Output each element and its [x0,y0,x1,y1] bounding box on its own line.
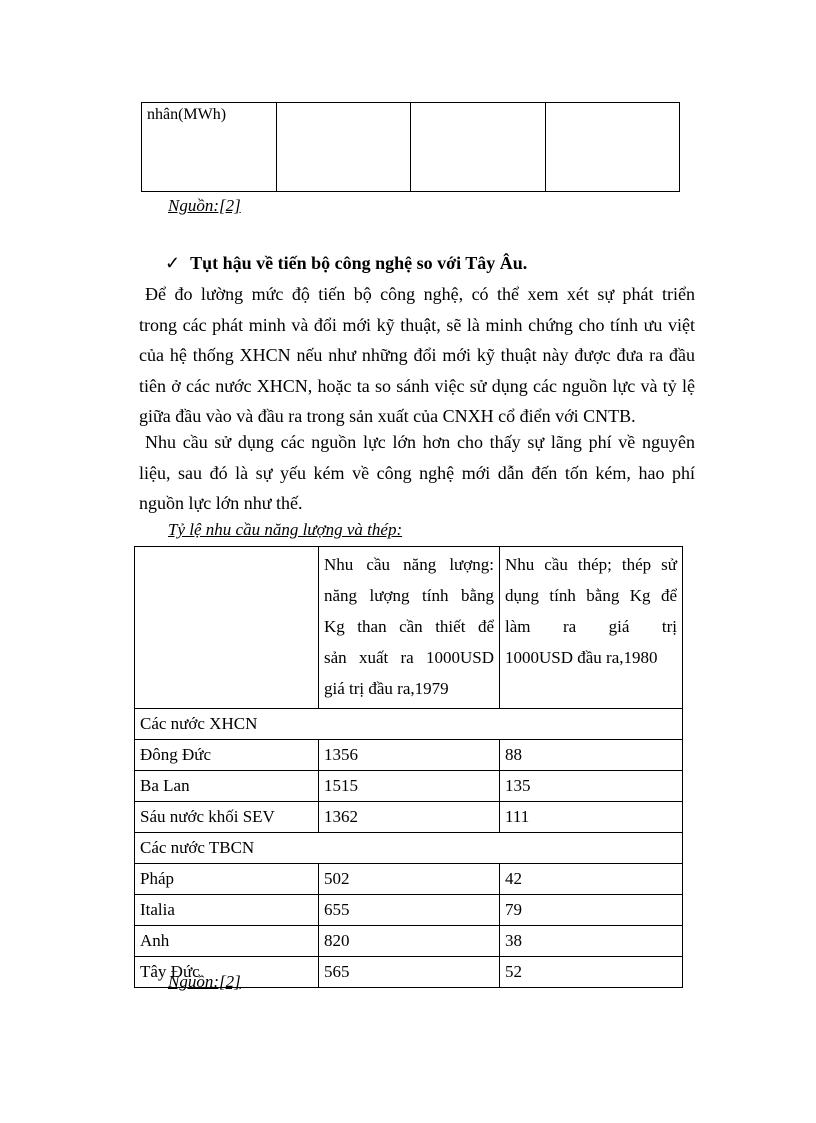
country-cell: Ba Lan [135,771,319,802]
table-row [135,771,683,802]
header-line: giá trị đầu ra,1979 [324,679,449,698]
table-caption: Tỷ lệ nhu cầu năng lượng và thép: [168,520,403,539]
source-note: Nguồn:[2] [168,972,241,991]
paragraph-line: nguồn lực lớn như thế. [139,493,303,513]
section-heading-text: Tụt hậu về tiến bộ công nghệ so với Tây Âu. [190,253,528,273]
group-label: Các nước XHCN [135,709,683,740]
country-cell: Tây Đức [135,957,319,988]
energy-cell: 655 [319,895,500,926]
paragraph-line: của hệ thống XHCN nếu như những đổi mới kỹ thuật này được đưa ra đầu [139,345,695,365]
header-line: năng lượng tính bằng [324,586,494,605]
paragraph-line: Nhu cầu sử dụng các nguồn lực lớn hơn cho thấy sự lãng phí về nguyên [145,432,695,452]
header-line: sản xuất ra 1000USD [324,648,494,667]
steel-cell: 79 [500,895,683,926]
section-heading [165,253,527,274]
table-cell [546,103,680,192]
table-header-row [135,547,683,709]
table-header-cell [500,547,683,709]
paragraph-line: tiên ở các nước XHCN, hoặc ta so sánh việc sử dụng các nguồn lực và tỷ lệ [139,375,695,396]
table-cell: nhân(MWh) [142,103,277,192]
country-cell: Đông Đức [135,740,319,771]
steel-cell: 38 [500,926,683,957]
table-group-row [135,709,683,740]
table-cell [277,103,411,192]
steel-cell: 111 [500,802,683,833]
paragraph [139,427,695,519]
energy-cell: 1362 [319,802,500,833]
steel-cell: 88 [500,740,683,771]
data-table [134,546,683,988]
header-line: Nhu cầu thép; thép sử [505,555,677,574]
energy-cell: 1356 [319,740,500,771]
country-cell: Sáu nước khối SEV [135,802,319,833]
energy-cell: 565 [319,957,500,988]
header-line: dụng tính bằng Kg để [505,586,677,605]
paragraph-line: Để đo lường mức độ tiến bộ công nghệ, có thể xem xét sự phát triển [145,284,695,304]
table-cell [411,103,546,192]
table-row [135,864,683,895]
country-cell: Pháp [135,864,319,895]
steel-cell: 42 [500,864,683,895]
table-row [135,895,683,926]
header-line: Nhu cầu năng lượng: [324,555,494,574]
source-note: Nguồn:[2] [168,196,241,215]
table-row [135,802,683,833]
steel-cell: 135 [500,771,683,802]
check-icon: ✓ [165,253,181,273]
energy-cell: 1515 [319,771,500,802]
energy-cell: 502 [319,864,500,895]
top-table [141,102,680,192]
table-header-cell [135,547,319,709]
table-row [135,926,683,957]
paragraph [139,279,695,432]
steel-cell: 52 [500,957,683,988]
country-cell: Anh [135,926,319,957]
table-row [142,103,680,192]
table-row [135,740,683,771]
table-header-cell [319,547,500,709]
header-line: làm ra giá trị [505,617,677,636]
energy-cell: 820 [319,926,500,957]
paragraph-line: giữa đầu vào và đầu ra trong sản xuất của CNXH cổ điển với CNTB. [139,406,636,426]
header-line: Kg than cần thiết để [324,617,494,636]
header-line: 1000USD đầu ra,1980 [505,648,658,667]
paragraph-line: liệu, sau đó là sự yếu kém về công nghệ mới dẫn đến tốn kém, hao phí [139,462,695,483]
table-group-row [135,833,683,864]
group-label: Các nước TBCN [135,833,683,864]
country-cell: Italia [135,895,319,926]
paragraph-line: trong các phát minh và đổi mới kỹ thuật, sẽ là minh chứng cho tính ưu việt [139,314,695,335]
